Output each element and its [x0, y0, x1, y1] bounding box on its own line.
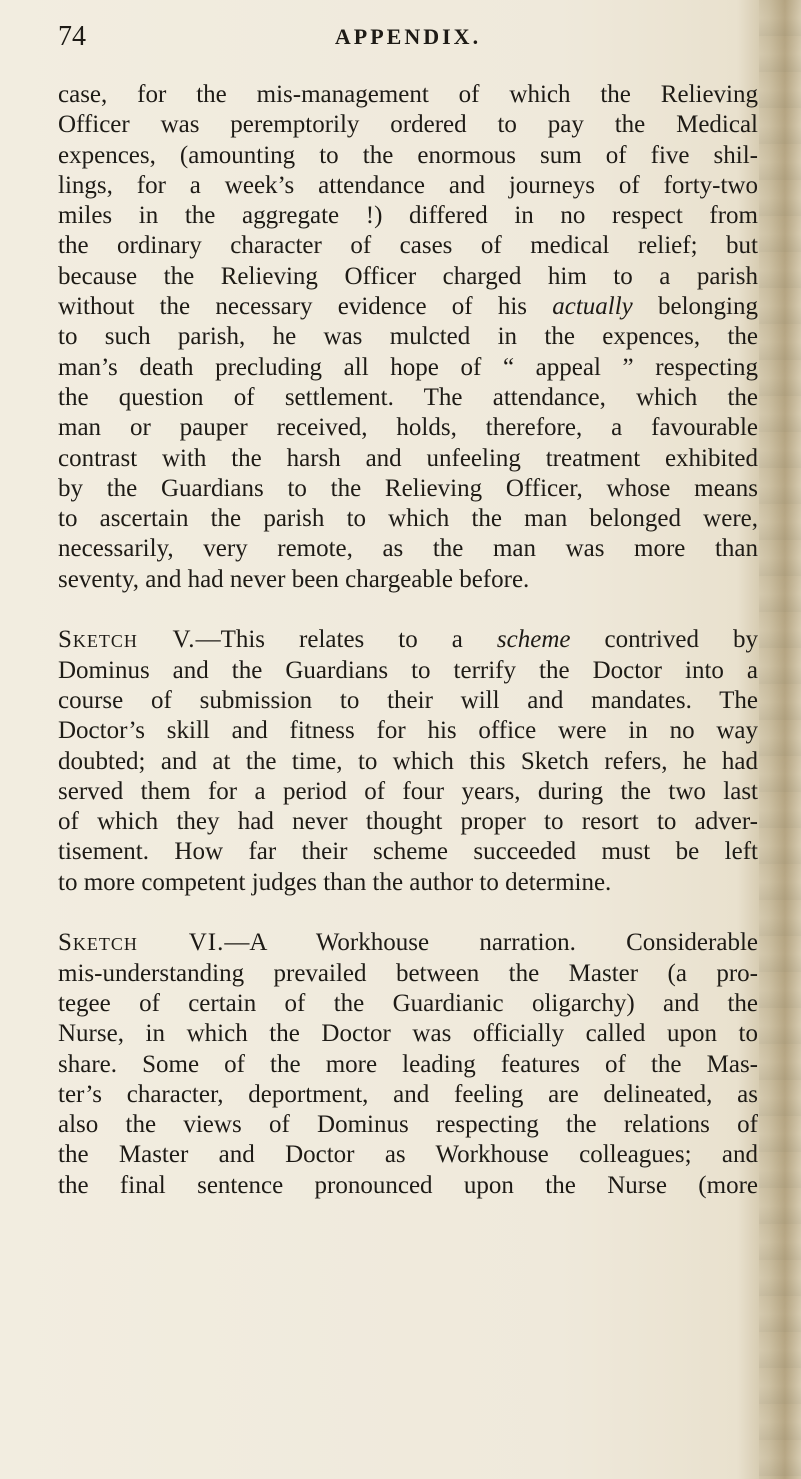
emphasis-run: actually — [552, 293, 633, 321]
text-line: doubted; and at the time, to which this Sketch refers, he had — [58, 747, 758, 775]
text-line: man’s death precluding all hope of “ appeal ” respecting — [58, 353, 758, 381]
paragraph — [58, 625, 758, 898]
body-text — [58, 80, 758, 1201]
sketch-heading: Sketch V. — [58, 626, 196, 654]
text-line: case, for the mis-management of which the Relieving — [58, 81, 758, 108]
text-line: tisement. How far their scheme succeeded must be left — [58, 838, 758, 866]
text-line: to more competent judges than the author to determine. — [58, 868, 612, 896]
text-line — [58, 292, 758, 322]
text-line: served them for a period of four years, during the two last — [58, 777, 758, 805]
emphasis-run: scheme — [496, 626, 571, 654]
sketch-heading: Sketch VI. — [58, 929, 225, 957]
text-line: necessarily, very remote, as the man was more than — [58, 535, 758, 563]
text-line: share. Some of the more leading features of the Mas- — [58, 1050, 758, 1078]
text-line: the ordinary character of cases of medical relief; but — [58, 232, 758, 260]
text-line: to such parish, he was mulcted in the expences, the — [58, 323, 758, 351]
text-line: miles in the aggregate !) differed in no respect from — [58, 202, 758, 230]
text-line: the Master and Doctor as Workhouse colleagues; and — [58, 1141, 758, 1169]
text-line: the question of settlement. The attendance, which the — [58, 383, 758, 411]
text-run: without the necessary evidence of his — [58, 293, 553, 321]
text-line: Officer was peremptorily ordered to pay the Medical — [58, 111, 758, 139]
text-line: because the Relieving Officer charged him to a parish — [58, 262, 758, 290]
page-edge-shadow — [759, 0, 801, 1479]
text-line: ter’s character, deportment, and feeling are delineated, as — [58, 1080, 758, 1108]
text-line: the final sentence pronounced upon the Nurse (more — [58, 1171, 758, 1199]
text-line: Dominus and the Guardians to terrify the Doctor into a — [58, 656, 758, 684]
page-header — [58, 20, 758, 54]
text-line: seventy, and had never been chargeable before. — [58, 565, 530, 593]
text-line: Doctor’s skill and fitness for his office were in no way — [58, 717, 758, 745]
text-line: Nurse, in which the Doctor was officially called upon to — [58, 1020, 758, 1048]
text-run: —This relates to a — [195, 626, 497, 654]
text-line — [58, 928, 758, 958]
text-line: also the views of Dominus respecting the relations of — [58, 1111, 758, 1139]
text-line: by the Guardians to the Relieving Officer, whose means — [58, 474, 758, 502]
running-head: APPENDIX. — [334, 24, 482, 49]
text-run: belonging — [632, 293, 758, 321]
page-number: 74 — [58, 21, 86, 52]
paragraph-gap — [58, 898, 758, 928]
text-line: mis-understanding prevailed between the Master (a pro- — [58, 959, 758, 987]
text-line: to ascertain the parish to which the man belonged were, — [58, 505, 758, 533]
text-line: man or pauper received, holds, therefore, a favourable — [58, 414, 758, 442]
paragraph — [58, 80, 758, 595]
paragraph — [58, 928, 758, 1201]
text-line: of which they had never thought proper to resort to adver- — [58, 808, 758, 836]
text-line: expences, (amounting to the enormous sum of five shil- — [58, 141, 758, 169]
text-run: —A Workhouse narration. Considerable — [224, 929, 758, 957]
text-line: contrast with the harsh and unfeeling treatment exhibited — [58, 444, 758, 472]
text-line — [58, 625, 758, 655]
text-line: course of submission to their will and mandates. The — [58, 686, 758, 714]
text-line: lings, for a week’s attendance and journeys of forty-two — [58, 171, 758, 199]
text-line: tegee of certain of the Guardianic oligarchy) and the — [58, 989, 758, 1017]
text-run: contrived by — [570, 626, 758, 654]
paragraph-gap — [58, 595, 758, 625]
